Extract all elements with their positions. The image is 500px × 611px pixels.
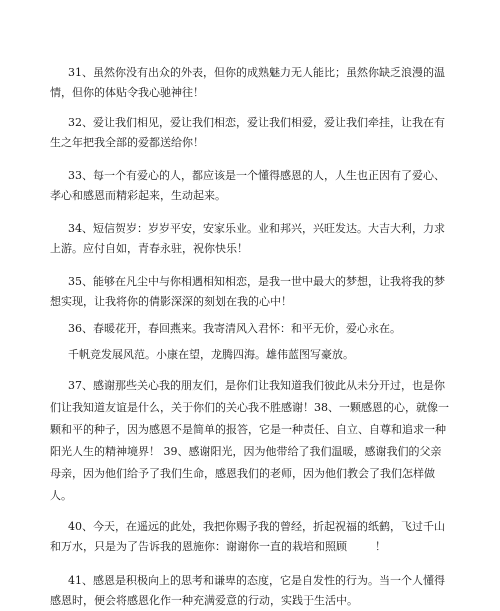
- paragraph-37-39: 37、感谢那些关心我的朋友们，是你们让我知道我们彼此从未分开过，也是你们让我知道友谊是什么，关于你们的关心我不胜感谢！38、一颗感恩的心，就像一颗和平的种子，因为感恩不是简单的报答，它是一种责任、自立、自尊和追求一种阳光人生的精神境界！ 39、感谢阳光，因为他带给了我们温暖，感谢我们的父亲母亲，因为他们给予了我们生命，感恩我们的老师，因为他们教会了我们怎样做人。: [50, 379, 449, 502]
- paragraph-31: 31、虽然你没有出众的外表，但你的成熟魅力无人能比；虽然你缺乏浪漫的温情，但你的体贴令我心驰神往！: [50, 66, 445, 99]
- paragraph-40: 40、今天，在遥远的此处，我把你赐予我的曾经，折起祝福的纸鹤，飞过千山和万水，只是为了告诉我的恩施你：谢谢你一直的栽培和照顾 ！: [50, 520, 445, 553]
- paragraph-34: 34、短信贺岁：岁岁平安，安家乐业。业和邦兴，兴旺发达。大吉大利，力求上游。应付自如，青春永驻，祝你快乐！: [50, 222, 445, 255]
- paragraph-41: 41、感恩是积极向上的思考和谦卑的态度，它是自发性的行为。当一个人懂得感恩时，便会将感恩化作一种充满爱意的行动，实践于生活中。: [50, 574, 445, 607]
- paragraph-36-continued: 千帆竞发展风范。小康在望，龙腾四海。雄伟蓝图写豪放。: [68, 348, 354, 361]
- paragraph-33: 33、每一个有爱心的人，都应该是一个懂得感恩的人，人生也正因有了爱心、孝心和感恩而精彩起来，生动起来。: [50, 169, 445, 202]
- paragraph-36: 36、春暖花开，春回燕来。我寄清风入君怀：和平无价，爱心永在。: [68, 322, 401, 335]
- paragraph-32: 32、爱让我们相见，爱让我们相恋，爱让我们相爱，爱让我们牵挂，让我在有生之年把我全部的爱都送给你！: [50, 116, 445, 149]
- paragraph-35: 35、能够在凡尘中与你相遇相知相恋，是我一世中最大的梦想，让我将我的梦想实现，让我将你的倩影深深的刻划在我的心中！: [50, 275, 445, 308]
